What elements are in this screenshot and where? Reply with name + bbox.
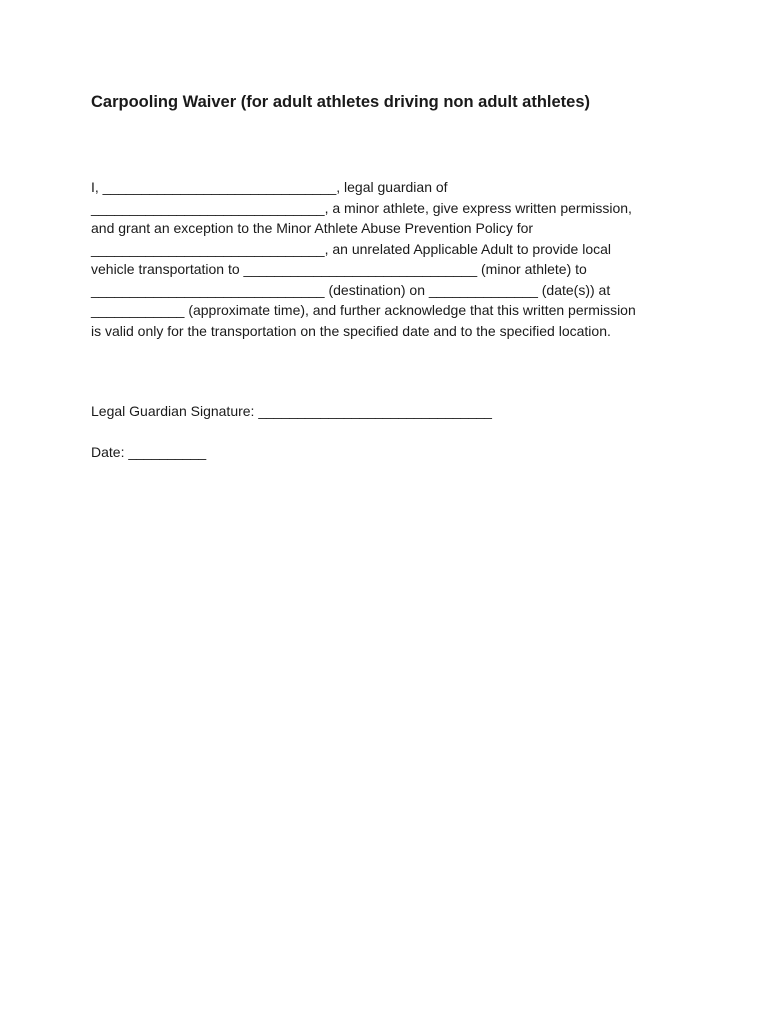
paragraph-line: vehicle transportation to ______________________________ (minor athlete) to	[91, 261, 587, 277]
paragraph-line: and grant an exception to the Minor Athlete Abuse Prevention Policy for	[91, 220, 534, 236]
document-title: Carpooling Waiver (for adult athletes driving non adult athletes)	[91, 93, 591, 111]
waiver-paragraph	[91, 177, 636, 341]
date-line: Date: __________	[91, 444, 207, 460]
guardian-signature-line: Legal Guardian Signature: ______________________________	[91, 403, 492, 419]
paragraph-line: is valid only for the transportation on the specified date and to the specified location.	[91, 322, 611, 339]
paragraph-line: ______________________________ (destination) on ______________ (date(s)) at	[91, 281, 611, 298]
paragraph-line: ______________________________, a minor athlete, give express written permission,	[91, 199, 632, 216]
paragraph-line: ______________________________, an unrelated Applicable Adult to provide local	[91, 240, 612, 257]
paragraph-line: ____________ (approximate time), and further acknowledge that this written permission	[91, 302, 636, 318]
paragraph-line: I, ______________________________, legal guardian of	[91, 179, 448, 195]
